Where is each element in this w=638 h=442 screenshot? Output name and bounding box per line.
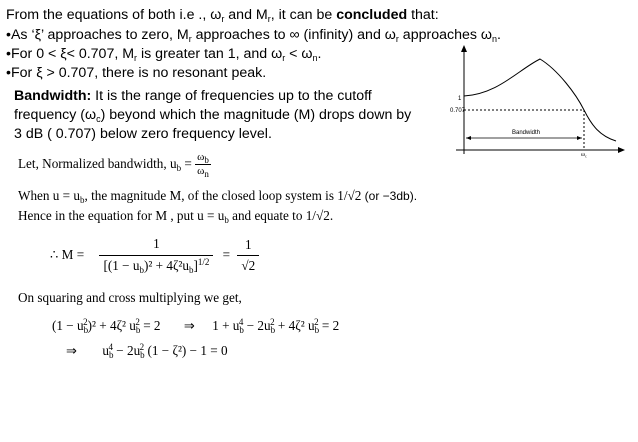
subscript: r [221, 14, 225, 24]
text: (or −3db). [361, 189, 418, 203]
equals-sign: = [222, 247, 231, 262]
omega-ratio-fraction: $\frac{\omega_b}{\omega_n}$ [197, 151, 209, 180]
when-u-line [18, 188, 417, 204]
text: approaches to ∞ (infinity) and ω [191, 27, 396, 43]
text: Let, Normalized bandwidth, u [18, 156, 177, 171]
text: 3 dB ( 0.707) below zero frequency level. [14, 126, 272, 142]
text: frequency (ω [14, 107, 97, 123]
bullet-zeta-range [6, 46, 321, 62]
sqrt-2: √2 [347, 188, 362, 203]
m-equation [50, 236, 259, 274]
implies-arrow: ⇒ [66, 343, 78, 358]
subscript: n [491, 34, 497, 44]
normalized-bandwidth-line [18, 150, 211, 178]
m-denominator: $[(1 - u_b)^2 + 4\zeta^2u_b]^{1/2}$ [103, 257, 210, 275]
text: < ω [285, 46, 313, 62]
text: , the magnitude M, of the closed loop system is 1/ [84, 188, 348, 203]
x-axis-arrow [618, 147, 625, 153]
text: . [317, 46, 322, 62]
m-numerator: 1 [99, 236, 213, 256]
text: •As ‘ξ’ approaches to zero, M [6, 27, 189, 43]
text: On squaring and cross multiplying we get, [18, 290, 242, 305]
bandwidth-arrow-left [466, 136, 471, 140]
y-label-top: 1 [458, 96, 462, 102]
bandwidth-label: Bandwidth [512, 130, 541, 136]
rhs-numerator: 1 [237, 237, 259, 256]
subscript: r [188, 34, 192, 44]
sqrt-2: √2 [315, 208, 330, 223]
text: that: [407, 7, 439, 23]
rhs-fraction [237, 237, 259, 274]
text: •For ξ > 0.707, there is no resonant peak. [6, 65, 267, 81]
cutoff-label: $\omega_c$ [581, 152, 587, 159]
text: Hence in the equation for M , put u = u [18, 208, 225, 223]
subscript: b [224, 215, 229, 225]
implies-arrow: ⇒ [183, 318, 195, 333]
bandwidth-arrow-right [577, 136, 582, 140]
squaring-line [18, 290, 242, 306]
subscript: b [80, 195, 85, 205]
hence-line [18, 208, 333, 224]
bandwidth-line-2 [14, 107, 411, 123]
subscript: r [282, 53, 286, 63]
bandwidth-line-1 [14, 88, 372, 104]
bold-text: concluded [336, 7, 408, 23]
omega-symbol: ω [210, 7, 222, 23]
text: When u = u [18, 188, 81, 203]
bullet-no-resonant-peak [6, 65, 266, 81]
bandwidth-figure [448, 44, 628, 164]
magnitude-curve [464, 59, 616, 141]
text: ) beyond which the magnitude (M) drops down by [100, 107, 412, 123]
rhs-denominator: √2 [241, 257, 256, 273]
text: It is the range of frequencies up to the cutoff [91, 88, 372, 104]
y-label-0707: 0.707 [450, 108, 466, 114]
text: From the equations of both i.e ., [6, 7, 211, 23]
bullet-zeta-zero [6, 27, 501, 43]
text: . [496, 27, 501, 43]
text: •For 0 < ξ< 0.707, M [6, 46, 135, 62]
m-fraction [99, 236, 213, 274]
text: , it can be [270, 7, 337, 23]
subscript: c [96, 114, 101, 124]
text: and M [224, 7, 268, 23]
text: . [329, 208, 334, 223]
subscript: b [176, 163, 182, 173]
therefore-m: ∴ M = [50, 247, 85, 262]
bandwidth-heading: Bandwidth: [14, 88, 92, 104]
final-equation: ⇒ $u_b^4 - 2u_b^2$ (1 − ζ²) − 1 = 0 [66, 342, 228, 360]
text: = [181, 156, 196, 171]
subscript: r [134, 53, 138, 63]
text: approaches ω [398, 27, 492, 43]
y-axis-arrow [461, 45, 467, 52]
intro-line-1 [6, 7, 439, 23]
bandwidth-line-3 [14, 126, 272, 142]
text: is greater tan 1, and ω [137, 46, 283, 62]
subscript: r [395, 34, 399, 44]
subscript: n [312, 53, 318, 63]
squared-equation: $(1 - u_b^2)^2 + 4\zeta^2$ $u_b^2 = 2$ ⇒ $1 + u_b^4 - 2u_b^2 + 4\zeta^2$ $u_b^2 = 2$ [52, 317, 340, 335]
text: and equate to 1/ [228, 208, 316, 223]
subscript: r [267, 14, 271, 24]
